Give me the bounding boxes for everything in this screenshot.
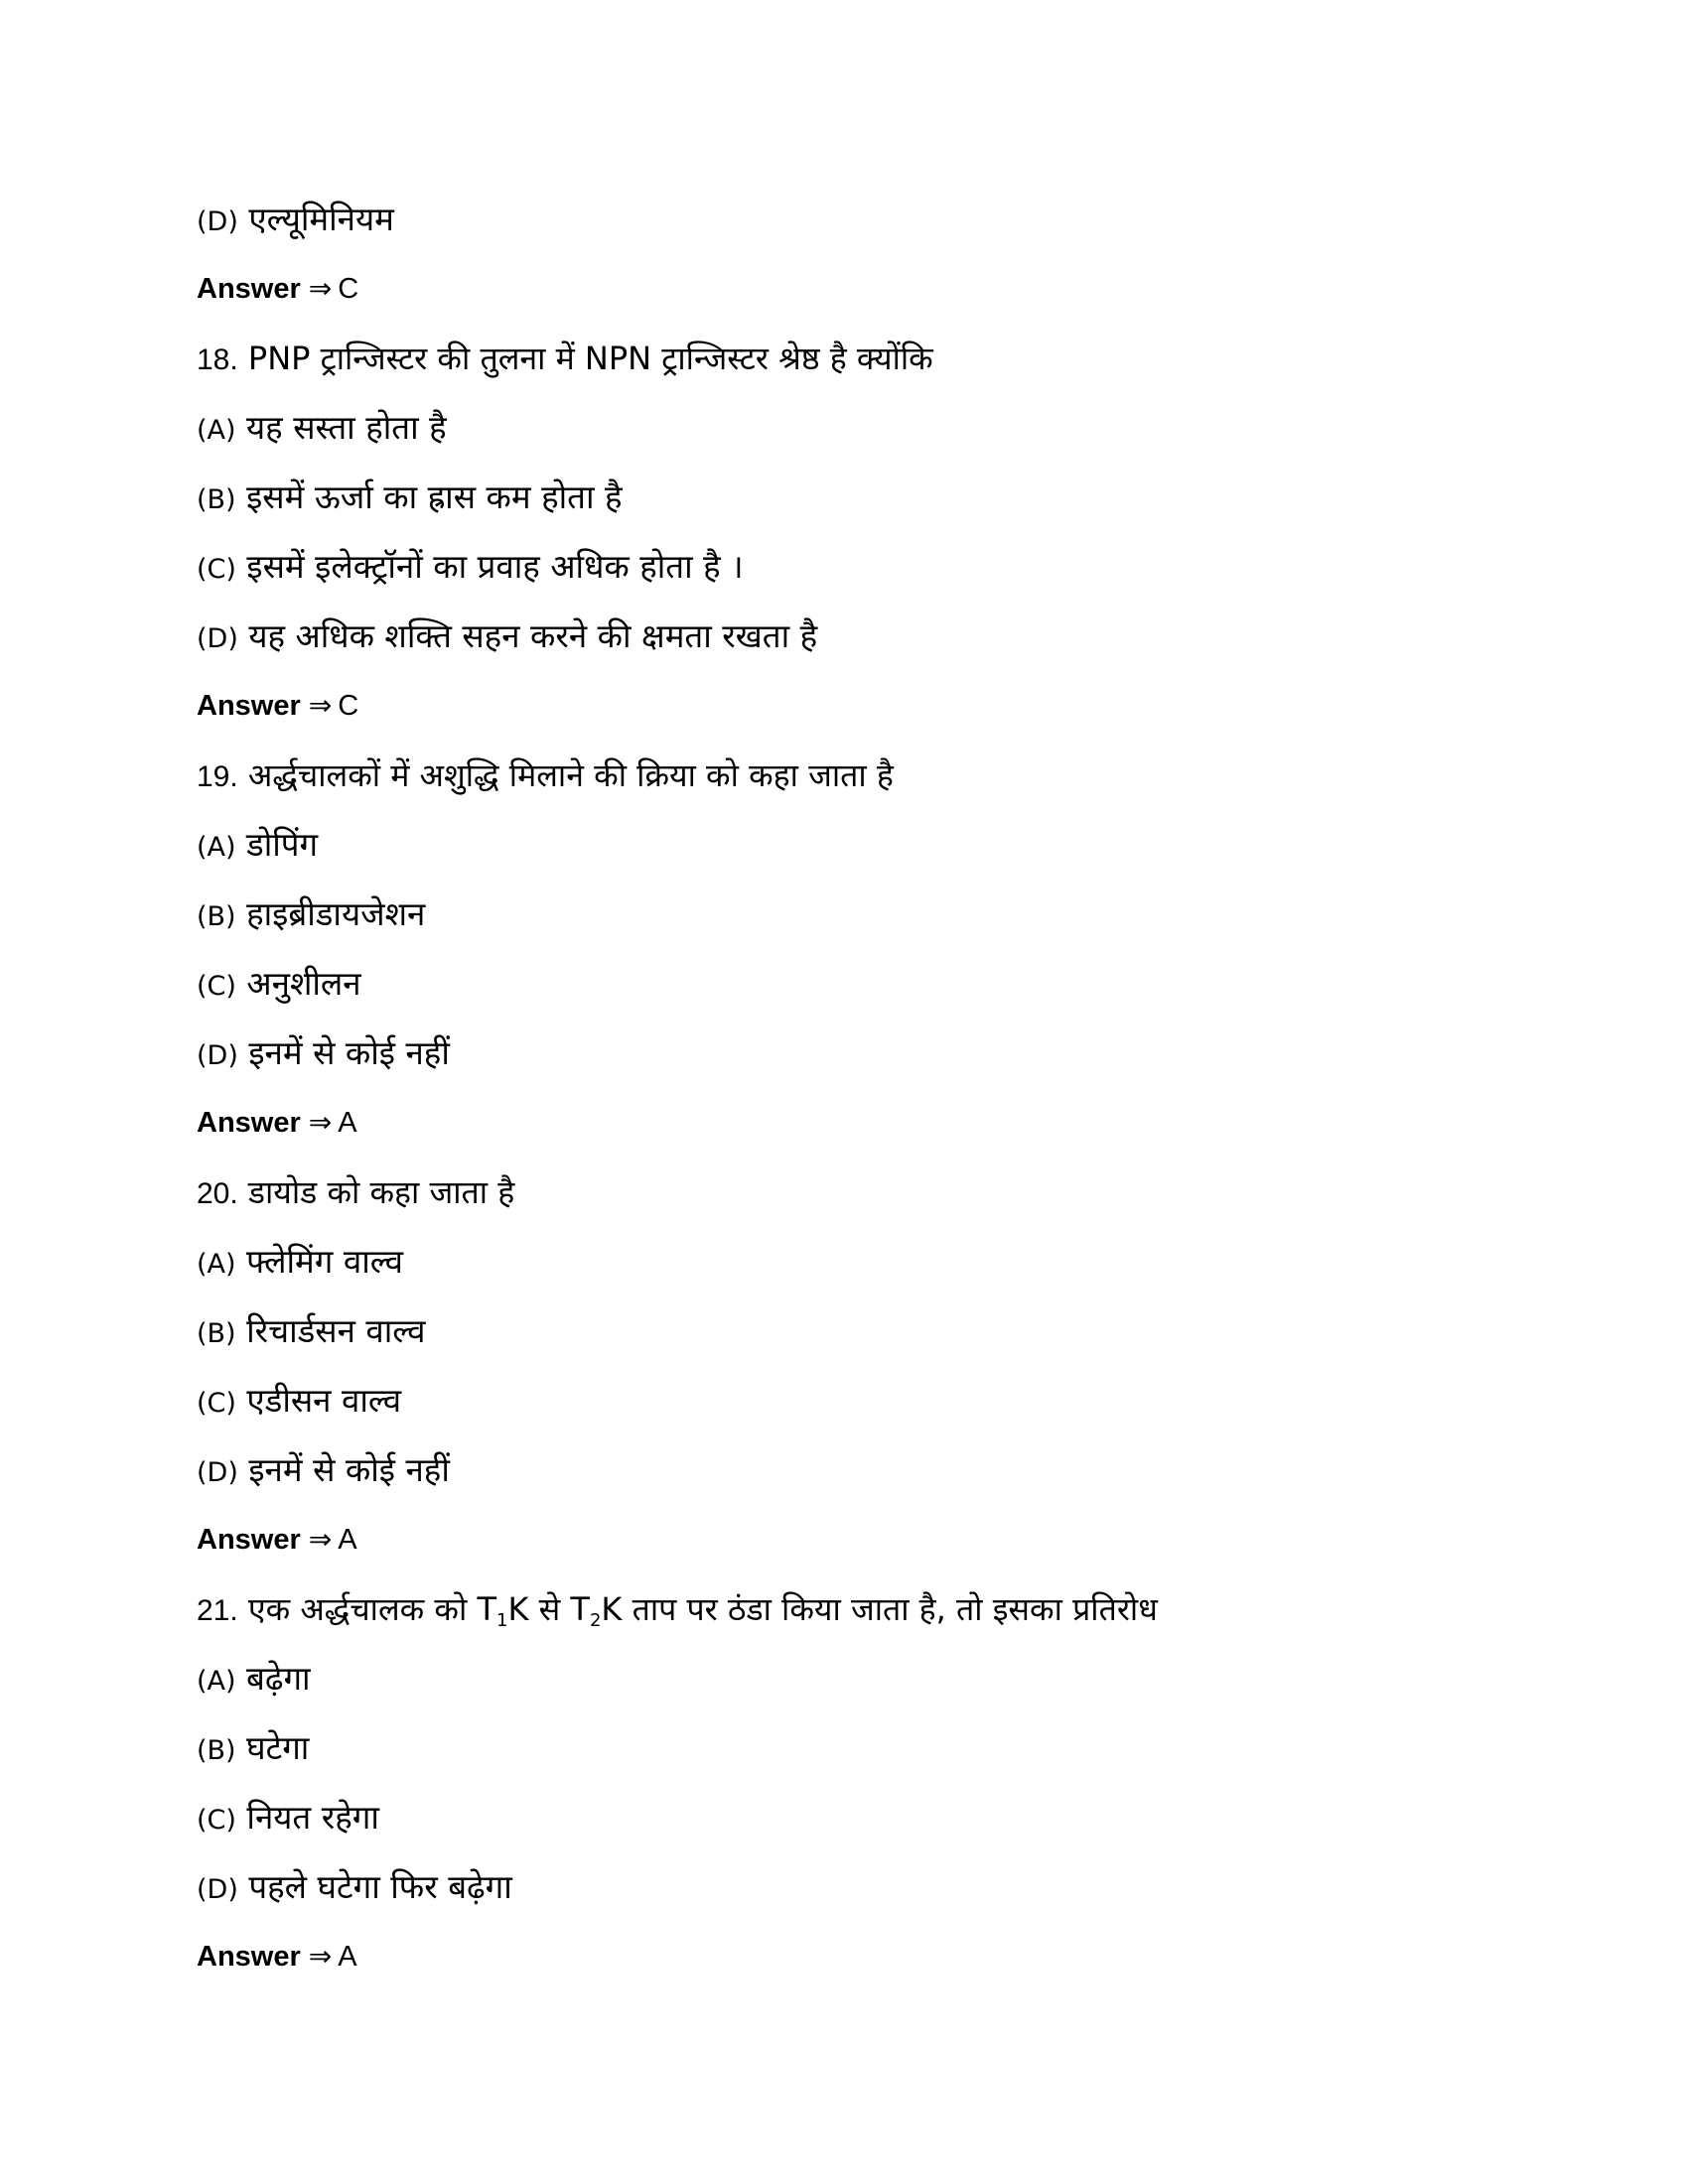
- option-c: [197, 1378, 1507, 1447]
- option-text: फ्लेमिंग वाल्व: [246, 1242, 403, 1281]
- option-letter: (D): [197, 1040, 238, 1071]
- answer-value: A: [338, 1941, 357, 1973]
- option-c: [197, 544, 1507, 614]
- question-text-mid: से: [538, 1590, 561, 1628]
- t-subscript: 2: [589, 1610, 602, 1631]
- answer-line: [197, 683, 1507, 752]
- option-c: [197, 1795, 1507, 1864]
- option-letter: (C): [197, 554, 236, 585]
- t-symbol: T: [570, 1590, 590, 1628]
- option-letter: (C): [197, 1388, 236, 1419]
- option-letter: (B): [197, 1735, 236, 1766]
- option-b: [197, 891, 1507, 961]
- question-text-pre: एक अर्द्धचालक को: [247, 1590, 468, 1628]
- option-letter: (D): [197, 1874, 238, 1905]
- option-letter: (A): [197, 1666, 236, 1697]
- option-a: [197, 1656, 1507, 1725]
- question-text: PNP ट्रान्जिस्टर की तुलना में NPN ट्रान्जिस्टर श्रेष्ठ है क्योंकि: [247, 340, 933, 377]
- option-text: इसमें ऊर्जा का ह्रास कम होता है: [246, 478, 623, 516]
- option-text: नियत रहेगा: [246, 1798, 379, 1837]
- option-b: [197, 1308, 1507, 1378]
- arrow-icon: ⇒: [308, 1940, 333, 1973]
- option-text: इनमें से कोई नहीं: [248, 1033, 450, 1072]
- option-a: [197, 405, 1507, 475]
- option-d: [197, 1864, 1507, 1934]
- question-18: [197, 336, 1507, 405]
- option-d: [197, 197, 1507, 266]
- option-text: यह अधिक शक्ति सहन करने की क्षमता रखता है: [248, 616, 818, 655]
- question-text: डायोड को कहा जाता है: [247, 1173, 515, 1211]
- option-text: एल्यूमिनियम: [248, 200, 394, 238]
- question-19: [197, 752, 1507, 822]
- option-text: इनमें से कोई नहीं: [248, 1450, 450, 1489]
- temperature-t2: [570, 1590, 623, 1631]
- option-b: [197, 475, 1507, 544]
- option-letter: (A): [197, 415, 236, 446]
- answer-label: Answer: [197, 1107, 301, 1139]
- option-letter: (C): [197, 971, 236, 1002]
- answer-line: [197, 1517, 1507, 1586]
- answer-value: A: [338, 1524, 357, 1556]
- option-b: [197, 1725, 1507, 1795]
- option-letter: (A): [197, 832, 236, 863]
- option-letter: (D): [197, 206, 238, 237]
- option-letter: (D): [197, 1457, 238, 1488]
- option-c: [197, 961, 1507, 1030]
- option-text: यह सस्ता होता है: [246, 408, 447, 447]
- option-d: [197, 1030, 1507, 1100]
- option-letter: (D): [197, 623, 238, 654]
- answer-value: C: [338, 273, 359, 305]
- document-page: [197, 197, 1507, 2003]
- option-letter: (B): [197, 901, 236, 932]
- kelvin-unit: K: [507, 1590, 529, 1628]
- arrow-icon: ⇒: [308, 1106, 333, 1139]
- option-text: बढ़ेगा: [246, 1659, 311, 1698]
- answer-value: C: [338, 690, 359, 722]
- answer-label: Answer: [197, 690, 301, 722]
- question-number: 19.: [197, 760, 238, 793]
- option-text: हाइब्रीडायजेशन: [246, 894, 426, 933]
- answer-label: Answer: [197, 1941, 301, 1973]
- option-text: अनुशीलन: [246, 964, 361, 1003]
- answer-line: [197, 1100, 1507, 1169]
- answer-line: [197, 266, 1507, 336]
- question-number: 18.: [197, 343, 238, 376]
- option-text: रिचार्डसन वाल्व: [246, 1311, 426, 1350]
- answer-value: A: [338, 1107, 357, 1139]
- question-number: 20.: [197, 1177, 238, 1210]
- option-d: [197, 614, 1507, 683]
- option-letter: (B): [197, 1318, 236, 1349]
- t-subscript: 1: [496, 1610, 508, 1631]
- answer-label: Answer: [197, 1524, 301, 1556]
- option-letter: (C): [197, 1805, 236, 1836]
- answer-line: [197, 1934, 1507, 2003]
- option-text: इसमें इलेक्ट्रॉनों का प्रवाह अधिक होता है ।: [246, 547, 744, 586]
- arrow-icon: ⇒: [308, 1523, 333, 1556]
- option-d: [197, 1447, 1507, 1517]
- arrow-icon: ⇒: [308, 272, 333, 305]
- question-21: [197, 1586, 1507, 1656]
- question-text-post: ताप पर ठंडा किया जाता है, तो इसका प्रतिरोध: [632, 1590, 1158, 1628]
- question-text: अर्द्धचालकों में अशुद्धि मिलाने की क्रिया को कहा जाता है: [247, 756, 894, 794]
- arrow-icon: ⇒: [308, 689, 333, 722]
- option-text: डोपिंग: [246, 825, 319, 864]
- kelvin-unit: K: [601, 1590, 623, 1628]
- option-text: घटेगा: [246, 1728, 310, 1767]
- question-number: 21.: [197, 1594, 238, 1627]
- option-letter: (B): [197, 484, 236, 515]
- option-text: एडीसन वाल्व: [246, 1381, 402, 1420]
- answer-label: Answer: [197, 273, 301, 305]
- question-20: [197, 1169, 1507, 1239]
- temperature-t1: [477, 1590, 529, 1631]
- option-a: [197, 1239, 1507, 1308]
- option-a: [197, 822, 1507, 891]
- option-letter: (A): [197, 1249, 236, 1280]
- option-text: पहले घटेगा फिर बढ़ेगा: [248, 1867, 512, 1906]
- t-symbol: T: [477, 1590, 496, 1628]
